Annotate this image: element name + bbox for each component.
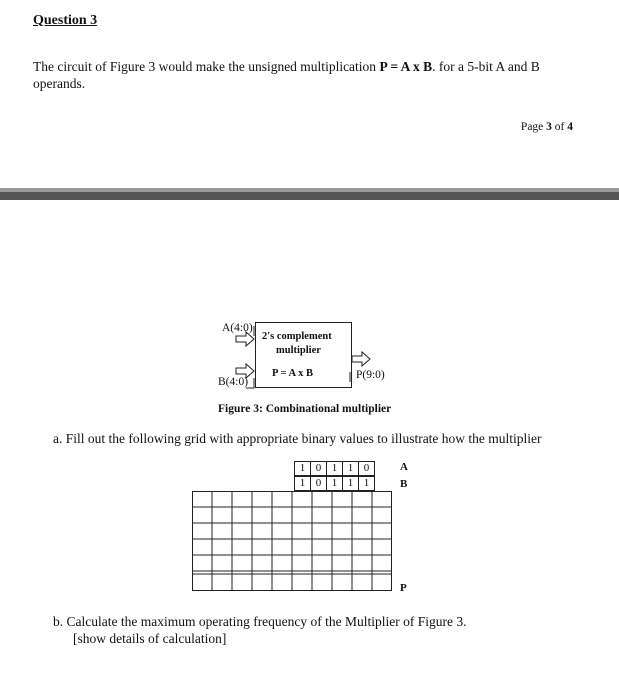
part-b-text bbox=[53, 613, 467, 647]
block-label-line1: 2's complement bbox=[262, 331, 332, 342]
b-operand-label: B bbox=[400, 478, 408, 490]
input-a-arrow bbox=[236, 332, 254, 346]
b-bit: 1 bbox=[358, 476, 375, 491]
block-label-line2: multiplier bbox=[276, 345, 321, 356]
input-b-label: B(4:0) bbox=[218, 376, 249, 388]
a-bit: 0 bbox=[358, 461, 375, 476]
b-bit: 0 bbox=[310, 476, 327, 491]
b-bit: 1 bbox=[326, 476, 343, 491]
b-bit: 1 bbox=[294, 476, 311, 491]
b-bits-row bbox=[295, 476, 375, 491]
output-label: P(9:0) bbox=[356, 369, 385, 381]
intro-text: The circuit of Figure 3 would make the unsigned multiplication bbox=[33, 59, 380, 74]
partial-product-grid bbox=[192, 491, 392, 591]
page-number: Page 3 of 4 bbox=[520, 121, 573, 133]
part-b-question: b. Calculate the maximum operating frequency of the Multiplier of Figure 3. bbox=[53, 614, 467, 629]
figure-caption: Figure 3: Combinational multiplier bbox=[218, 403, 392, 415]
page-total: 4 bbox=[567, 121, 573, 133]
input-b-arrow bbox=[236, 364, 254, 378]
page-current: 3 bbox=[546, 121, 552, 133]
part-a-text: a. Fill out the following grid with appropriate binary values to illustrate how the multiplier bbox=[53, 431, 542, 446]
input-a-label: A(4:0) bbox=[222, 322, 253, 334]
intro-equation: P = A x B bbox=[379, 59, 433, 74]
product-label: P bbox=[400, 582, 407, 594]
a-bit: 1 bbox=[326, 461, 343, 476]
output-arrow bbox=[352, 352, 370, 366]
intro-text-end: . for a 5-bit A and B operands. bbox=[33, 59, 540, 91]
a-operand-label: A bbox=[400, 461, 408, 473]
a-bit: 1 bbox=[294, 461, 311, 476]
multiplier-block bbox=[255, 322, 352, 388]
block-equation: P = A x B bbox=[272, 368, 313, 379]
question-title: Question 3 bbox=[33, 13, 98, 28]
a-bit: 0 bbox=[310, 461, 327, 476]
b-bit: 1 bbox=[342, 476, 359, 491]
input-b-connector bbox=[246, 378, 254, 388]
a-bit: 1 bbox=[342, 461, 359, 476]
a-bits-row bbox=[295, 461, 375, 476]
part-b-instruction: [show details of calculation] bbox=[73, 631, 227, 646]
